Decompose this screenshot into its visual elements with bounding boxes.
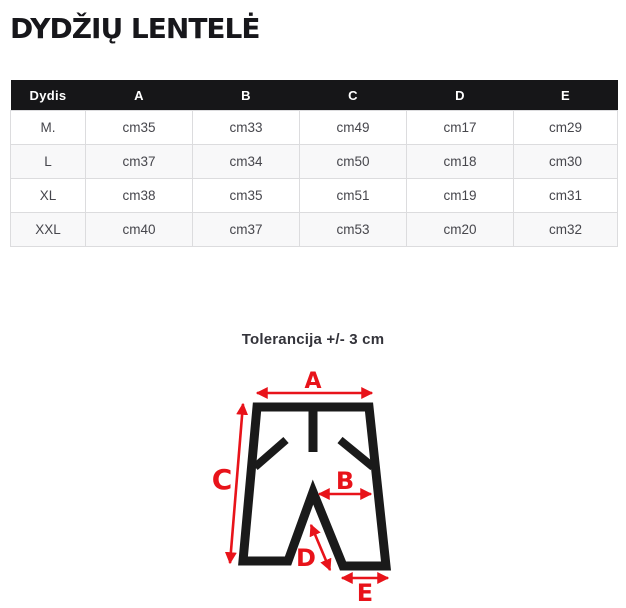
measurement-cell: cm31 xyxy=(514,179,618,213)
size-cell: XXL xyxy=(11,213,86,247)
measure-label-e: E xyxy=(356,579,374,607)
measurement-cell: cm20 xyxy=(407,213,514,247)
measurement-cell: cm33 xyxy=(193,111,300,145)
measurement-cell: cm29 xyxy=(514,111,618,145)
measurement-cell: cm51 xyxy=(300,179,407,213)
column-header-d: D xyxy=(407,80,514,111)
size-cell: M. xyxy=(11,111,86,145)
column-header-c: C xyxy=(300,80,407,111)
page-title: DYDŽIŲ LENTELĖ xyxy=(10,12,260,45)
measurement-cell: cm50 xyxy=(300,145,407,179)
table-row-m xyxy=(11,111,618,145)
column-header-b: B xyxy=(193,80,300,111)
measurement-cell: cm34 xyxy=(193,145,300,179)
size-table-header xyxy=(11,80,618,111)
size-cell: L xyxy=(11,145,86,179)
size-table xyxy=(10,80,618,247)
measurement-cell: cm18 xyxy=(407,145,514,179)
shorts-measurement-diagram xyxy=(200,358,410,608)
measurement-cell: cm35 xyxy=(193,179,300,213)
tolerance-note: Tolerancija +/- 3 cm xyxy=(241,331,385,348)
column-header-e: E xyxy=(514,80,618,111)
measurement-cell: cm37 xyxy=(193,213,300,247)
measurement-cell: cm40 xyxy=(86,213,193,247)
measurement-cell: cm17 xyxy=(407,111,514,145)
column-header-dydis: Dydis xyxy=(11,80,86,111)
measurement-cell: cm53 xyxy=(300,213,407,247)
measure-label-d: D xyxy=(296,544,316,572)
measurement-cell: cm32 xyxy=(514,213,618,247)
measurement-cell: cm38 xyxy=(86,179,193,213)
table-row-l xyxy=(11,145,618,179)
measure-label-b: B xyxy=(335,467,355,495)
size-cell: XL xyxy=(11,179,86,213)
column-header-a: A xyxy=(86,80,193,111)
measurement-cell: cm49 xyxy=(300,111,407,145)
table-row-xxl xyxy=(11,213,618,247)
measurement-cell: cm37 xyxy=(86,145,193,179)
measure-label-c: C xyxy=(211,463,233,496)
measurement-cell: cm35 xyxy=(86,111,193,145)
table-row-xl xyxy=(11,179,618,213)
measurement-cell: cm30 xyxy=(514,145,618,179)
measure-label-a: A xyxy=(304,369,322,394)
measurement-cell: cm19 xyxy=(407,179,514,213)
